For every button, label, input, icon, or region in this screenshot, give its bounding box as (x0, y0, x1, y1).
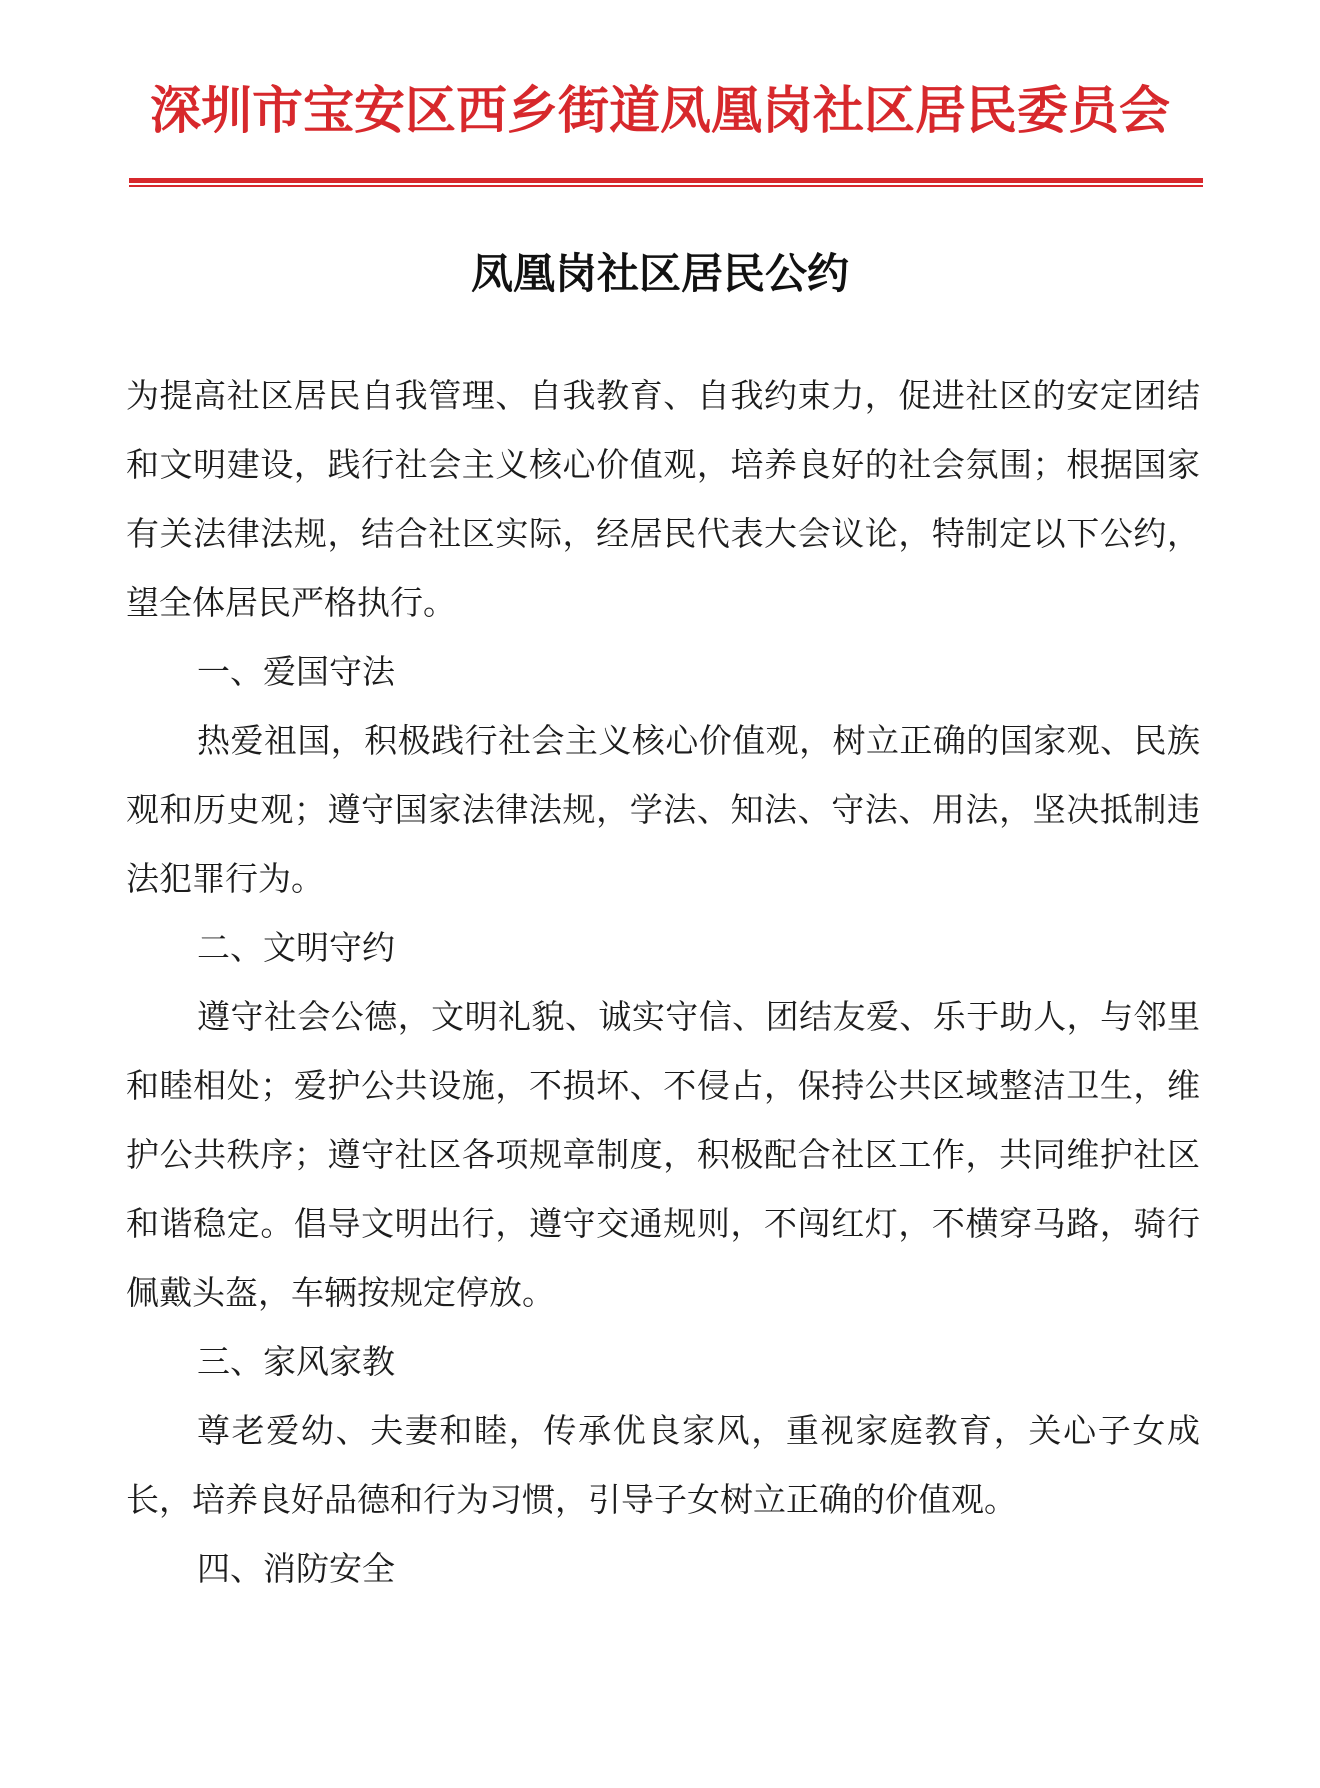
section-paragraph: 遵守社会公德，文明礼貌、诚实守信、团结友爱、乐于助人，与邻里和睦相处；爱护公共设施，不损坏、不侵占，保持公共区域整洁卫生，维护公共秩序；遵守社区各项规章制度，积极配合社区工作，共同维护社区和谐稳定。倡导文明出行，遵守交通规则，不闯红灯，不横穿马路，骑行佩戴头盔，车辆按规定停放。 (126, 997, 1200, 1312)
section-heading: 二、文明守约 (197, 928, 395, 967)
section-paragraph: 尊老爱幼、夫妻和睦，传承优良家风，重视家庭教育，关心子女成长，培养良好品德和行为习惯，引导子女树立正确的价值观。 (126, 1411, 1200, 1519)
section-heading: 三、家风家教 (197, 1342, 395, 1381)
letterhead (0, 76, 1320, 146)
section-paragraph: 热爱祖国，积极践行社会主义核心价值观，树立正确的国家观、民族观和历史观；遵守国家法律法规，学法、知法、守法、用法，坚决抵制违法犯罪行为。 (126, 721, 1200, 898)
letterhead-divider (129, 178, 1203, 187)
intro-paragraph: 为提高社区居民自我管理、自我教育、自我约束力，促进社区的安定团结和文明建设，践行社会主义核心价值观，培养良好的社会氛围；根据国家有关法律法规，结合社区实际，经居民代表大会议论，特制定以下公约，望全体居民严格执行。 (126, 376, 1200, 622)
divider-thick-line (129, 178, 1203, 183)
organization-name: 深圳市宝安区西乡街道凤凰岗社区居民委员会 (149, 81, 1170, 141)
document-title: 凤凰岗社区居民公约 (470, 249, 849, 298)
document-body (126, 361, 1200, 1603)
divider-thin-line (129, 185, 1203, 187)
section-heading: 四、消防安全 (197, 1549, 395, 1588)
section-heading: 一、爱国守法 (197, 652, 395, 691)
